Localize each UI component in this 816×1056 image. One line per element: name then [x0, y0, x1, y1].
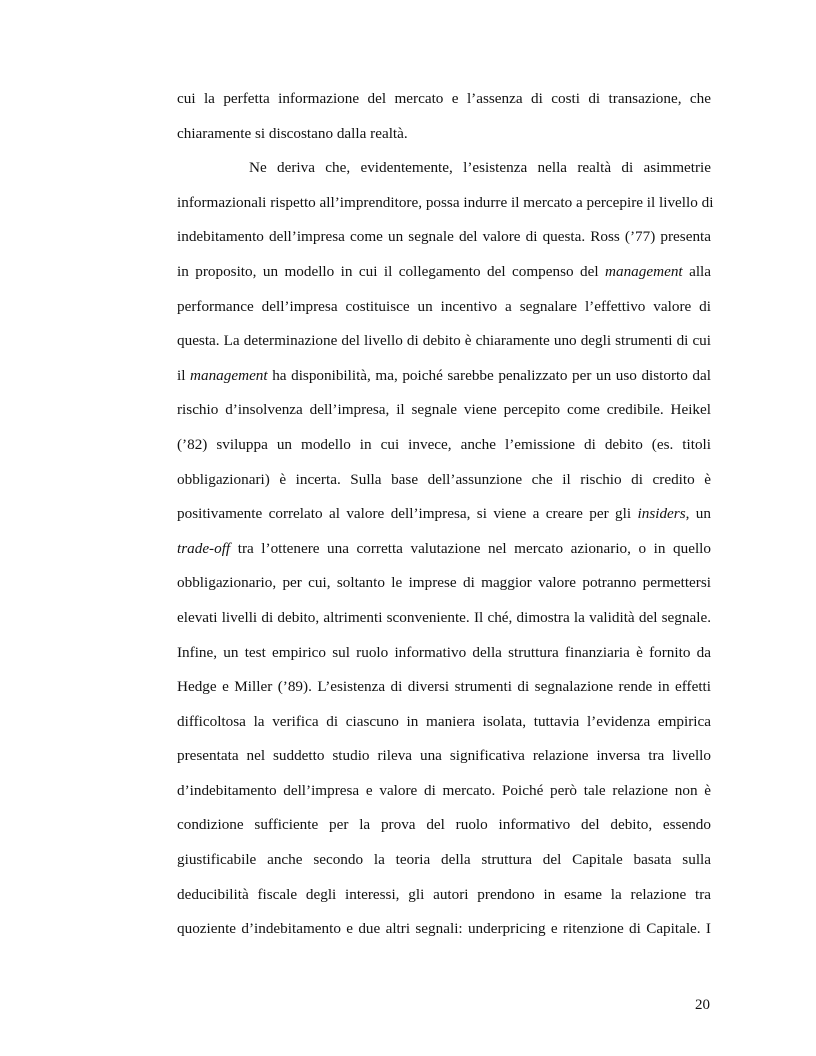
text-line [177, 431, 711, 466]
italic-term: management [190, 366, 268, 384]
text-line [177, 811, 711, 846]
text-segment: positivamente correlato al valore dell’impresa, si viene a creare per gli [177, 505, 638, 523]
text-line [177, 777, 711, 812]
text-segment: il [177, 366, 191, 384]
text-segment: chiaramente si discostano dalla realtà. [177, 124, 408, 142]
text-segment: difficoltosa la verifica di ciascuno in maniera isolata, tuttavia l’evidenza empirica [177, 712, 711, 730]
text-line [177, 846, 711, 881]
text-segment: Hedge e Miller (’89). L’esistenza di diversi strumenti di segnalazione rende in effetti [177, 678, 711, 696]
text-segment: elevati livelli di debito, altrimenti sconveniente. Il ché, dimostra la validità del segnale. [177, 608, 711, 626]
text-line [177, 85, 711, 120]
text-line [177, 915, 711, 950]
text-line [177, 500, 711, 535]
text-segment: Ne deriva che, evidentemente, l’esistenza nella realtà di asimmetrie [249, 159, 711, 177]
text-line [177, 708, 711, 743]
body-text [177, 85, 714, 950]
text-segment: in proposito, un modello in cui il collegamento del compenso del [177, 262, 606, 280]
italic-term: management [605, 262, 683, 280]
text-line [177, 604, 711, 639]
text-segment: quoziente d’indebitamento e due altri segnali: underpricing e ritenzione di Capitale. I [177, 920, 711, 938]
text-segment: deducibilità fiscale degli interessi, gli autori prendono in esame la relazione tra [177, 885, 711, 903]
text-segment: Infine, un test empirico sul ruolo informativo della struttura finanziaria è fornito da [177, 643, 711, 661]
text-line [177, 673, 711, 708]
text-line [177, 466, 711, 501]
text-line [177, 120, 711, 155]
text-line [177, 154, 711, 189]
text-segment: tra l’ottenere una corretta valutazione nel mercato azionario, o in quello [230, 539, 711, 557]
text-segment: questa. La determinazione del livello di debito è chiaramente uno degli strumenti di cui [177, 332, 711, 350]
text-line [177, 639, 711, 674]
text-line [177, 569, 711, 604]
text-segment: indebitamento dell’impresa come un segnale del valore di questa. Ross (’77) presenta [177, 228, 711, 246]
text-segment: condizione sufficiente per la prova del ruolo informativo del debito, essendo [177, 816, 711, 834]
text-segment: presentata nel suddetto studio rileva una significativa relazione inversa tra livello [177, 747, 711, 765]
text-segment: , un [685, 505, 711, 523]
text-segment: (’82) sviluppa un modello in cui invece, anche l’emissione di debito (es. titoli [177, 435, 711, 453]
text-segment: performance dell’impresa costituisce un incentivo a segnalare l’effettivo valore di [177, 297, 711, 315]
text-line [177, 535, 711, 570]
text-line [177, 189, 714, 224]
text-line [177, 881, 711, 916]
text-line [177, 223, 711, 258]
text-line [177, 258, 711, 293]
text-line [177, 396, 711, 431]
italic-term: insiders [637, 505, 686, 523]
text-line [177, 742, 711, 777]
text-segment: obbligazionario, per cui, soltanto le imprese di maggior valore potranno permettersi [177, 574, 711, 592]
page-number: 20 [695, 997, 710, 1013]
text-segment: ha disponibilità, ma, poiché sarebbe penalizzato per un uso distorto dal [267, 366, 711, 384]
text-segment: rischio d’insolvenza dell’impresa, il segnale viene percepito come credibile. Heikel [177, 401, 711, 419]
text-segment: obbligazionari) è incerta. Sulla base dell’assunzione che il rischio di credito è [177, 470, 711, 488]
text-line [177, 293, 711, 328]
text-segment: informazionali rispetto all’imprenditore, possa indurre il mercato a percepire il livello di [177, 193, 714, 211]
text-line [177, 327, 711, 362]
text-line [177, 362, 711, 397]
text-segment: d’indebitamento dell’impresa e valore di mercato. Poiché però tale relazione non è [177, 781, 711, 799]
text-segment: alla [682, 262, 711, 280]
text-segment: giustificabile anche secondo la teoria della struttura del Capitale basata sulla [177, 851, 711, 869]
text-segment: cui la perfetta informazione del mercato e l’assenza di costi di transazione, che [177, 90, 711, 107]
italic-term: trade-off [177, 539, 231, 557]
